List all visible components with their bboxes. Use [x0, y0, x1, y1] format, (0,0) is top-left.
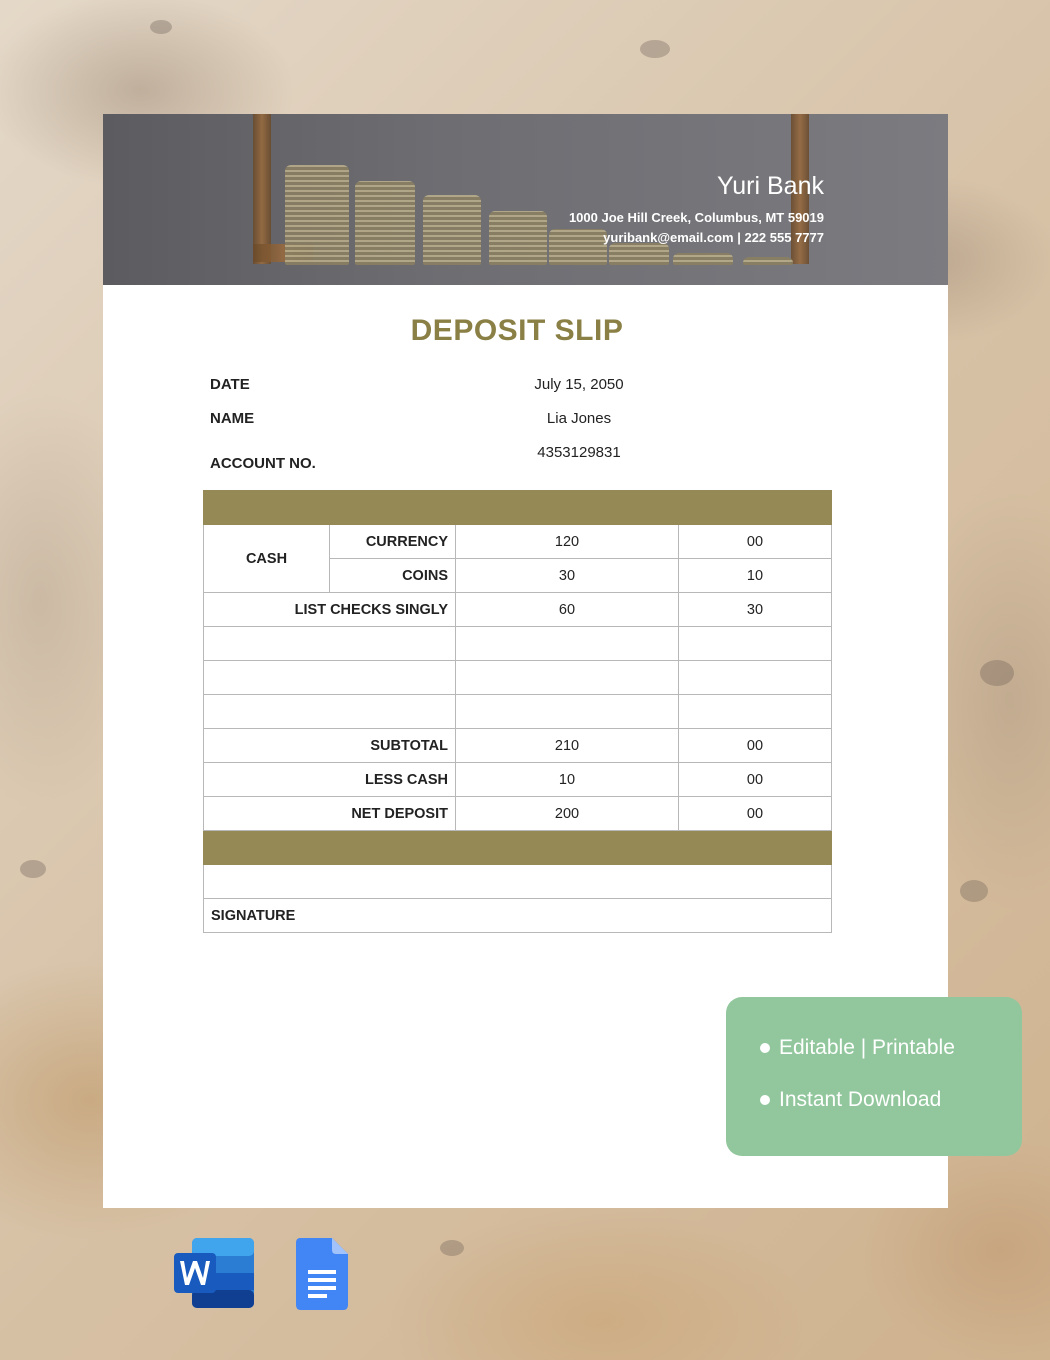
table-row-empty: [204, 695, 832, 729]
table-row: [204, 593, 832, 627]
background-speck: [20, 860, 46, 878]
less-cash-dollars: 10: [456, 763, 679, 797]
features-box: [726, 997, 1022, 1156]
coin-stack-image: [355, 181, 415, 265]
cash-label: CASH: [204, 525, 330, 593]
bullet-icon: [760, 1095, 770, 1105]
table-row-empty: [204, 661, 832, 695]
signature-space-row: [204, 865, 832, 899]
name-label: NAME: [210, 410, 255, 427]
net-deposit-label: NET DEPOSIT: [204, 797, 456, 831]
table-footer-band: [204, 831, 832, 865]
feature-text: Instant Download: [779, 1088, 942, 1111]
subtotal-dollars: 210: [456, 729, 679, 763]
date-value: July 15, 2050: [534, 376, 624, 393]
banner-photo-frame: [253, 114, 271, 264]
coins-cents: 10: [679, 559, 832, 593]
coin-stack-image: [489, 211, 547, 265]
coin-stack-image: [549, 229, 607, 265]
page-title: DEPOSIT SLIP: [410, 314, 624, 347]
table-row: [204, 763, 832, 797]
currency-label: CURRENCY: [330, 525, 456, 559]
currency-dollars: 120: [456, 525, 679, 559]
table-row: [204, 525, 832, 559]
table-row: [204, 797, 832, 831]
google-docs-icon[interactable]: [296, 1238, 348, 1310]
subtotal-label: SUBTOTAL: [204, 729, 456, 763]
account-value: 4353129831: [537, 444, 621, 461]
header-banner: [103, 114, 948, 285]
net-deposit-dollars: 200: [456, 797, 679, 831]
coin-stack-image: [609, 243, 669, 265]
background-speck: [960, 880, 988, 902]
feature-item: [760, 1088, 941, 1112]
coin-stack-image: [673, 253, 733, 265]
coins-label: COINS: [330, 559, 456, 593]
table-row-empty: [204, 627, 832, 661]
currency-cents: 00: [679, 525, 832, 559]
background-speck: [150, 20, 172, 34]
table-row: [204, 729, 832, 763]
coin-stack-image: [423, 195, 481, 265]
coin-stack-image: [285, 165, 349, 265]
bullet-icon: [760, 1043, 770, 1053]
bank-contact: yuribank@email.com | 222 555 7777: [603, 230, 824, 245]
word-icon[interactable]: [174, 1238, 254, 1308]
background-speck: [440, 1240, 464, 1256]
table-header-band: [204, 491, 832, 525]
checks-label: LIST CHECKS SINGLY: [204, 593, 456, 627]
feature-text: Editable | Printable: [779, 1036, 955, 1059]
signature-row: [204, 899, 832, 933]
less-cash-cents: 00: [679, 763, 832, 797]
bank-address: 1000 Joe Hill Creek, Columbus, MT 59019: [568, 210, 824, 225]
subtotal-cents: 00: [679, 729, 832, 763]
bank-name: Yuri Bank: [716, 172, 824, 200]
feature-item: [760, 1036, 955, 1060]
background-speck: [640, 40, 670, 58]
account-label: ACCOUNT NO.: [210, 455, 316, 472]
checks-cents: 30: [679, 593, 832, 627]
date-label: DATE: [210, 376, 250, 393]
signature-label: SIGNATURE: [204, 899, 832, 933]
coin-stack-image: [743, 257, 793, 265]
less-cash-label: LESS CASH: [204, 763, 456, 797]
deposit-table: [203, 490, 832, 933]
background-speck: [980, 660, 1014, 686]
checks-dollars: 60: [456, 593, 679, 627]
coins-dollars: 30: [456, 559, 679, 593]
name-value: Lia Jones: [546, 410, 612, 427]
net-deposit-cents: 00: [679, 797, 832, 831]
